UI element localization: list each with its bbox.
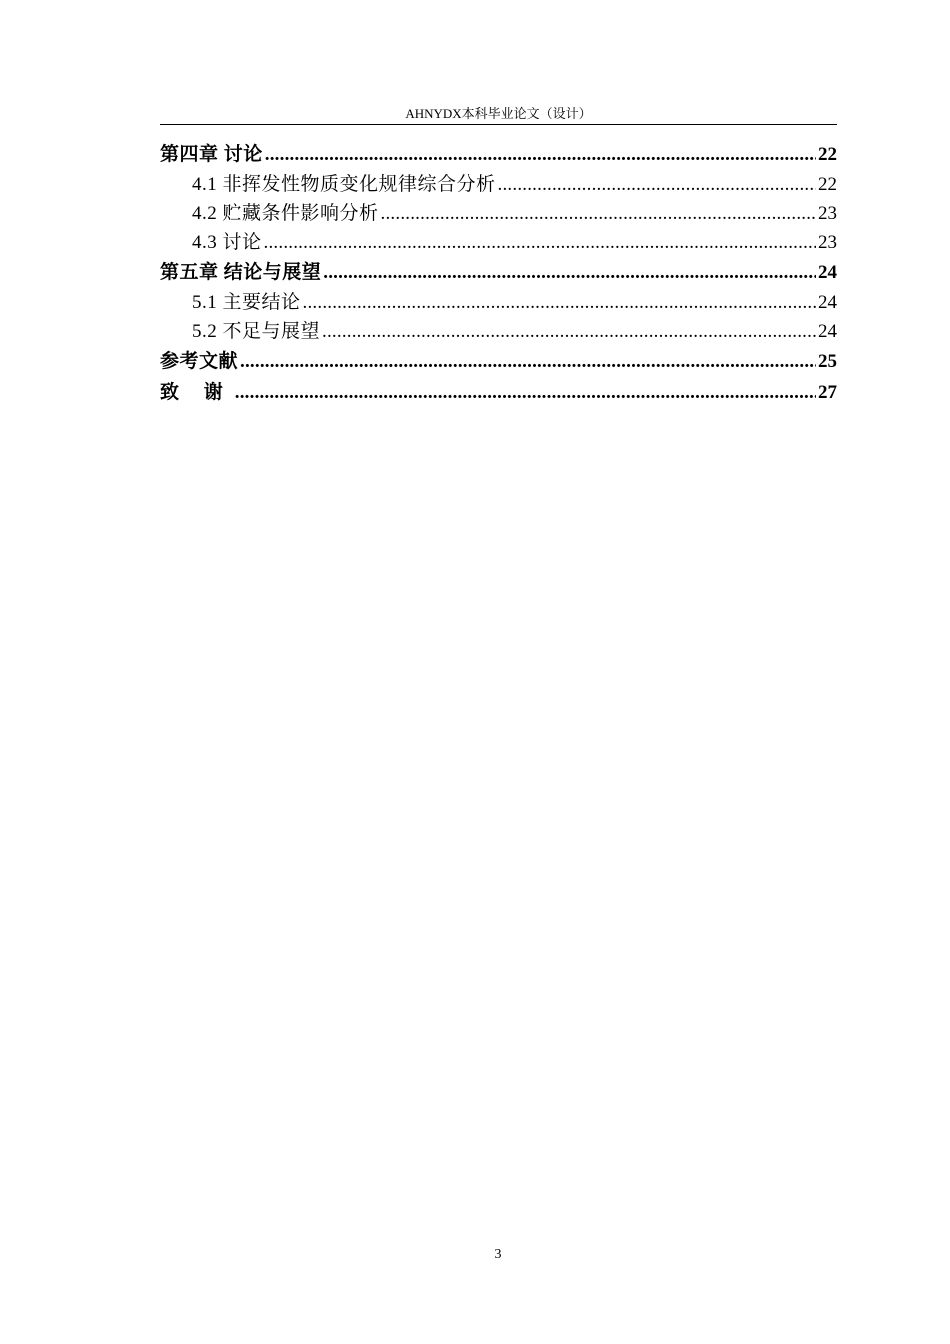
toc-entry-chapter-5[interactable] <box>160 257 837 288</box>
toc-entry-section-4-3[interactable] <box>160 228 837 257</box>
toc-dot-leader <box>235 377 816 408</box>
toc-entry-chapter-4[interactable] <box>160 139 837 170</box>
toc-dot-leader <box>265 139 816 170</box>
toc-entry-page: 22 <box>818 144 837 165</box>
toc-entry-section-4-2[interactable] <box>160 199 837 228</box>
toc-entry-page: 23 <box>818 203 837 224</box>
table-of-contents <box>160 139 837 408</box>
toc-entry-title: 5.2 不足与展望 <box>192 321 321 342</box>
toc-entry-title: 4.2 贮藏条件影响分析 <box>192 203 379 224</box>
toc-entry-title: 5.1 主要结论 <box>192 292 301 313</box>
toc-entry-acknowledgements[interactable] <box>160 377 837 408</box>
toc-entry-page: 25 <box>818 351 837 372</box>
page-number: 3 <box>494 1247 502 1262</box>
toc-dot-leader <box>240 346 816 377</box>
toc-entry-title: 致 谢 <box>160 382 233 403</box>
toc-entry-title: 参考文献 <box>160 351 239 372</box>
toc-entry-page: 24 <box>818 292 837 313</box>
toc-dot-leader <box>303 288 816 317</box>
toc-entry-page: 22 <box>818 174 837 195</box>
toc-entry-page: 23 <box>818 232 837 253</box>
toc-entry-page: 24 <box>818 321 837 342</box>
toc-entry-page: 27 <box>818 382 837 403</box>
toc-dot-leader <box>264 228 816 257</box>
toc-entry-section-4-1[interactable] <box>160 170 837 199</box>
toc-entry-title: 第五章 结论与展望 <box>160 262 322 283</box>
toc-entry-section-5-2[interactable] <box>160 317 837 346</box>
toc-entry-title: 第四章 讨论 <box>160 144 263 165</box>
toc-entry-section-5-1[interactable] <box>160 288 837 317</box>
toc-dot-leader <box>498 170 816 199</box>
toc-dot-leader <box>323 257 816 288</box>
toc-entry-title: 4.1 非挥发性物质变化规律综合分析 <box>192 174 496 195</box>
toc-entry-title: 4.3 讨论 <box>192 232 262 253</box>
page-header: AHNYDX本科毕业论文（设计） <box>160 104 837 125</box>
toc-dot-leader <box>381 199 816 228</box>
toc-entry-page: 24 <box>818 262 837 283</box>
toc-entry-references[interactable] <box>160 346 837 377</box>
toc-dot-leader <box>322 317 816 346</box>
